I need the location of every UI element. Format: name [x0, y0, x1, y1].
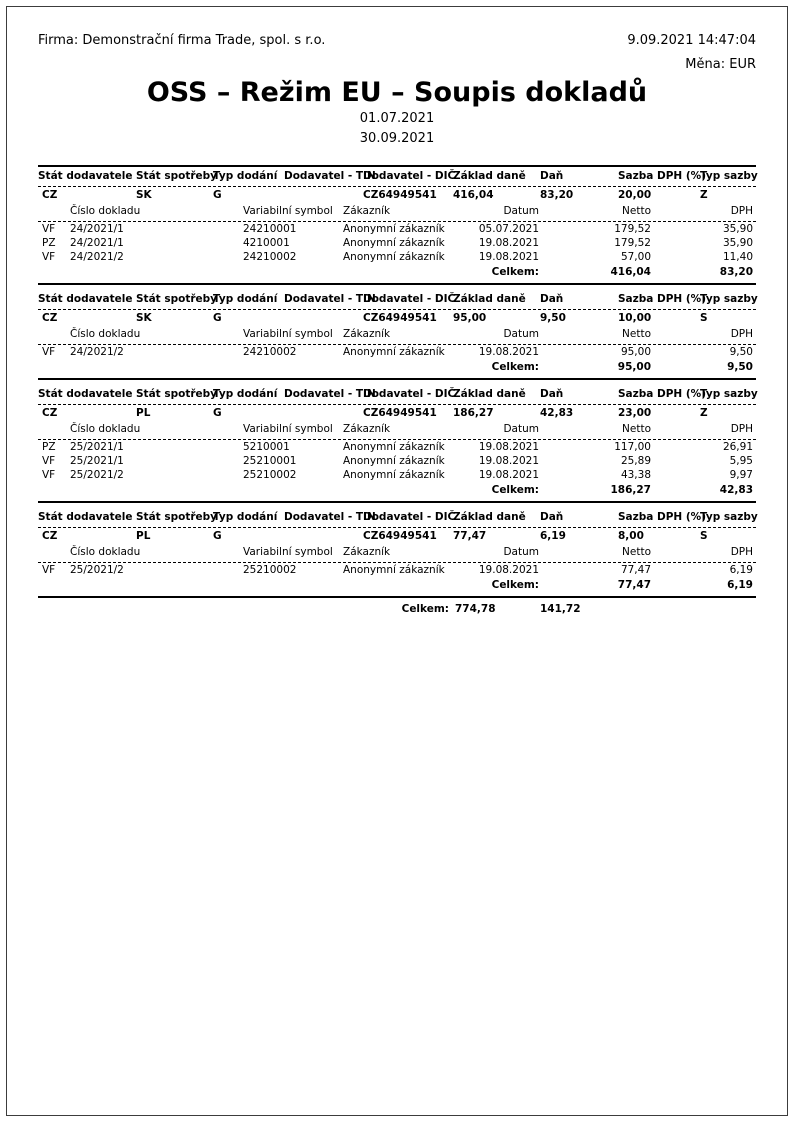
col-header-delivery-type: Typ dodání [213, 388, 278, 400]
document-row [38, 345, 756, 359]
group-values-row [38, 187, 756, 203]
detail-header-var-symbol: Variabilní symbol [243, 546, 333, 558]
customer: Anonymní zákazník [343, 469, 445, 481]
doc-type: VF [42, 223, 56, 235]
col-header-supplier-tin: Dodavatel - TIN [284, 511, 376, 523]
detail-header-dph: DPH [730, 328, 753, 340]
grand-total-base: 774,78 [455, 603, 496, 615]
document-row [38, 440, 756, 454]
section-total-netto: 186,27 [610, 484, 651, 496]
col-header-supplier-dic: Dodavatel - DIČ [363, 293, 456, 305]
sections-container [38, 165, 756, 598]
col-header-consumption-state: Stát spotřeby [136, 511, 218, 523]
document-row [38, 222, 756, 236]
doc-date: 19.08.2021 [478, 346, 539, 358]
vat-rate-value: 23,00 [618, 407, 652, 419]
col-header-tax: Daň [540, 388, 564, 400]
grand-total-spacer [618, 603, 756, 616]
report-table [38, 165, 756, 616]
section-total-dph: 9,50 [727, 361, 753, 373]
rate-type-value: S [700, 312, 708, 324]
customer: Anonymní zákazník [343, 346, 445, 358]
delivery-type-value: G [213, 530, 222, 542]
group-header-row [38, 293, 756, 310]
detail-header-customer: Zákazník [343, 423, 391, 435]
document-row [38, 250, 756, 264]
detail-header-row [38, 327, 756, 345]
rate-type-value: S [700, 530, 708, 542]
doc-date: 19.08.2021 [478, 237, 539, 249]
group-header-row [38, 170, 756, 187]
detail-header-netto: Netto [622, 205, 651, 217]
detail-header-date: Datum [503, 423, 539, 435]
col-header-supplier-dic: Dodavatel - DIČ [363, 511, 456, 523]
col-header-supplier-state: Stát dodavatele [38, 511, 133, 523]
print-datetime: 9.09.2021 14:47:04 [627, 33, 756, 48]
detail-header-row [38, 545, 756, 563]
tax-value: 6,19 [540, 530, 566, 542]
tax-base-value: 95,00 [453, 312, 487, 324]
detail-header-spacer [38, 546, 70, 559]
detail-header-row [38, 422, 756, 440]
tax-group-section [38, 285, 756, 380]
col-header-tax-base: Základ daně [453, 170, 526, 182]
doc-number: 25/2021/2 [70, 564, 124, 576]
detail-header-customer: Zákazník [343, 205, 391, 217]
col-header-rate-type: Typ sazby [700, 388, 758, 400]
col-header-tax: Daň [540, 293, 564, 305]
vat-rate-value: 20,00 [618, 189, 652, 201]
detail-header-dph: DPH [730, 423, 753, 435]
tax-base-value: 77,47 [453, 530, 487, 542]
customer: Anonymní zákazník [343, 564, 445, 576]
col-header-supplier-tin: Dodavatel - TIN [284, 388, 376, 400]
var-symbol: 24210002 [243, 251, 297, 263]
supplier-tin-value [284, 189, 363, 202]
tax-base-value: 186,27 [453, 407, 494, 419]
consumption-state-value: PL [136, 407, 151, 419]
detail-rows [38, 440, 756, 482]
var-symbol: 24210001 [243, 223, 297, 235]
doc-date: 19.08.2021 [478, 441, 539, 453]
supplier-tin-value [284, 530, 363, 543]
supplier-state-value: CZ [42, 189, 58, 201]
doc-type: VF [42, 346, 56, 358]
col-header-vat-rate: Sazba DPH (%) [618, 511, 706, 523]
customer: Anonymní zákazník [343, 455, 445, 467]
grand-total-tax: 141,72 [540, 603, 581, 615]
customer: Anonymní zákazník [343, 441, 445, 453]
doc-number: 24/2021/1 [70, 223, 124, 235]
doc-type: PZ [42, 237, 56, 249]
section-total-label: Celkem: [491, 579, 539, 591]
col-header-supplier-state: Stát dodavatele [38, 170, 133, 182]
section-total-netto: 95,00 [617, 361, 651, 373]
detail-header-customer: Zákazník [343, 328, 391, 340]
section-total-row [38, 482, 756, 497]
var-symbol: 25210002 [243, 564, 297, 576]
col-header-tax: Daň [540, 511, 564, 523]
consumption-state-value: SK [136, 189, 152, 201]
doc-netto: 25,89 [620, 455, 651, 467]
detail-header-doc-number: Číslo dokladu [70, 546, 141, 558]
doc-date: 19.08.2021 [478, 455, 539, 467]
doc-netto: 179,52 [614, 223, 651, 235]
detail-header-dph: DPH [730, 546, 753, 558]
col-header-rate-type: Typ sazby [700, 511, 758, 523]
col-header-vat-rate: Sazba DPH (%) [618, 293, 706, 305]
group-header-row [38, 388, 756, 405]
group-values-row [38, 310, 756, 326]
col-header-consumption-state: Stát spotřeby [136, 170, 218, 182]
col-header-tax: Daň [540, 170, 564, 182]
doc-dph: 6,19 [729, 564, 753, 576]
detail-header-spacer [38, 205, 70, 218]
doc-dph: 11,40 [722, 251, 753, 263]
doc-date: 19.08.2021 [478, 469, 539, 481]
supplier-state-value: CZ [42, 407, 58, 419]
detail-header-netto: Netto [622, 546, 651, 558]
col-header-tax-base: Základ daně [453, 511, 526, 523]
doc-netto: 117,00 [614, 441, 651, 453]
col-header-supplier-dic: Dodavatel - DIČ [363, 388, 456, 400]
doc-date: 19.08.2021 [478, 564, 539, 576]
supplier-tin-value [284, 407, 363, 420]
supplier-dic-value: CZ64949541 [363, 189, 437, 201]
delivery-type-value: G [213, 407, 222, 419]
col-header-vat-rate: Sazba DPH (%) [618, 388, 706, 400]
col-header-vat-rate: Sazba DPH (%) [618, 170, 706, 182]
section-total-label: Celkem: [491, 361, 539, 373]
col-header-rate-type: Typ sazby [700, 170, 758, 182]
doc-dph: 35,90 [722, 237, 753, 249]
var-symbol: 5210001 [243, 441, 290, 453]
doc-dph: 9,97 [729, 469, 753, 481]
col-header-delivery-type: Typ dodání [213, 170, 278, 182]
vat-rate-value: 10,00 [618, 312, 652, 324]
rate-type-value: Z [700, 189, 708, 201]
tax-value: 9,50 [540, 312, 566, 324]
tax-base-value: 416,04 [453, 189, 494, 201]
var-symbol: 4210001 [243, 237, 290, 249]
company-name: Demonstrační firma Trade, spol. s r.o. [82, 33, 326, 48]
col-header-delivery-type: Typ dodání [213, 293, 278, 305]
doc-number: 24/2021/2 [70, 251, 124, 263]
detail-rows [38, 345, 756, 359]
detail-header-row [38, 204, 756, 222]
doc-date: 19.08.2021 [478, 251, 539, 263]
group-values-row [38, 405, 756, 421]
company-line [38, 33, 325, 49]
customer: Anonymní zákazník [343, 237, 445, 249]
detail-rows [38, 563, 756, 577]
customer: Anonymní zákazník [343, 251, 445, 263]
doc-dph: 9,50 [729, 346, 753, 358]
detail-header-date: Datum [503, 205, 539, 217]
col-header-supplier-tin: Dodavatel - TIN [284, 293, 376, 305]
consumption-state-value: PL [136, 530, 151, 542]
doc-netto: 77,47 [620, 564, 651, 576]
rate-type-value: Z [700, 407, 708, 419]
tax-group-section [38, 380, 756, 503]
doc-netto: 179,52 [614, 237, 651, 249]
supplier-tin-value [284, 312, 363, 325]
detail-header-var-symbol: Variabilní symbol [243, 328, 333, 340]
vat-rate-value: 8,00 [618, 530, 644, 542]
report-header [0, 0, 794, 149]
doc-dph: 26,91 [722, 441, 753, 453]
supplier-dic-value: CZ64949541 [363, 407, 437, 419]
document-row [38, 236, 756, 250]
doc-date: 05.07.2021 [478, 223, 539, 235]
col-header-consumption-state: Stát spotřeby [136, 388, 218, 400]
group-header-row [38, 511, 756, 528]
delivery-type-value: G [213, 189, 222, 201]
detail-header-dph: DPH [730, 205, 753, 217]
section-total-dph: 42,83 [719, 484, 753, 496]
doc-type: VF [42, 251, 56, 263]
col-header-supplier-state: Stát dodavatele [38, 388, 133, 400]
group-values-row [38, 528, 756, 544]
detail-header-netto: Netto [622, 423, 651, 435]
consumption-state-value: SK [136, 312, 152, 324]
detail-header-date: Datum [503, 328, 539, 340]
tax-group-section [38, 503, 756, 598]
currency-line: Měna: EUR [685, 57, 756, 72]
date-to: 30.09.2021 [359, 131, 435, 146]
var-symbol: 24210002 [243, 346, 297, 358]
tax-value: 42,83 [540, 407, 574, 419]
section-total-row [38, 264, 756, 279]
section-total-netto: 77,47 [617, 579, 651, 591]
document-row [38, 454, 756, 468]
grand-total-row [38, 603, 756, 616]
col-header-delivery-type: Typ dodání [213, 511, 278, 523]
col-header-supplier-tin: Dodavatel - TIN [284, 170, 376, 182]
col-header-supplier-dic: Dodavatel - DIČ [363, 170, 456, 182]
doc-number: 25/2021/1 [70, 441, 124, 453]
section-total-netto: 416,04 [610, 266, 651, 278]
section-total-dph: 6,19 [727, 579, 753, 591]
detail-header-spacer [38, 328, 70, 341]
detail-header-doc-number: Číslo dokladu [70, 205, 141, 217]
col-header-tax-base: Základ daně [453, 388, 526, 400]
doc-number: 25/2021/1 [70, 455, 124, 467]
doc-number: 25/2021/2 [70, 469, 124, 481]
tax-group-section [38, 165, 756, 285]
section-total-row [38, 577, 756, 592]
doc-netto: 57,00 [620, 251, 651, 263]
col-header-tax-base: Základ daně [453, 293, 526, 305]
detail-header-doc-number: Číslo dokladu [70, 328, 141, 340]
doc-dph: 5,95 [729, 455, 753, 467]
var-symbol: 25210001 [243, 455, 297, 467]
grand-total-label: Celkem: [401, 603, 449, 615]
detail-header-var-symbol: Variabilní symbol [243, 423, 333, 435]
doc-type: PZ [42, 441, 56, 453]
section-total-row [38, 359, 756, 374]
delivery-type-value: G [213, 312, 222, 324]
doc-netto: 43,38 [620, 469, 651, 481]
detail-header-netto: Netto [622, 328, 651, 340]
document-row [38, 468, 756, 482]
supplier-state-value: CZ [42, 530, 58, 542]
detail-rows [38, 222, 756, 264]
detail-header-spacer [38, 423, 70, 436]
detail-header-customer: Zákazník [343, 546, 391, 558]
section-total-label: Celkem: [491, 266, 539, 278]
detail-header-date: Datum [503, 546, 539, 558]
detail-header-var-symbol: Variabilní symbol [243, 205, 333, 217]
detail-header-doc-number: Číslo dokladu [70, 423, 141, 435]
supplier-state-value: CZ [42, 312, 58, 324]
doc-type: VF [42, 469, 56, 481]
col-header-supplier-state: Stát dodavatele [38, 293, 133, 305]
tax-value: 83,20 [540, 189, 574, 201]
col-header-rate-type: Typ sazby [700, 293, 758, 305]
section-total-label: Celkem: [491, 484, 539, 496]
doc-number: 24/2021/2 [70, 346, 124, 358]
doc-type: VF [42, 455, 56, 467]
report-title: OSS – Režim EU – Soupis dokladů [146, 77, 648, 108]
doc-dph: 35,90 [722, 223, 753, 235]
var-symbol: 25210002 [243, 469, 297, 481]
doc-netto: 95,00 [620, 346, 651, 358]
col-header-consumption-state: Stát spotřeby [136, 293, 218, 305]
doc-type: VF [42, 564, 56, 576]
company-label: Firma: [38, 33, 79, 48]
date-from: 01.07.2021 [359, 111, 435, 126]
customer: Anonymní zákazník [343, 223, 445, 235]
section-total-dph: 83,20 [719, 266, 753, 278]
document-row [38, 563, 756, 577]
supplier-dic-value: CZ64949541 [363, 530, 437, 542]
supplier-dic-value: CZ64949541 [363, 312, 437, 324]
doc-number: 24/2021/1 [70, 237, 124, 249]
